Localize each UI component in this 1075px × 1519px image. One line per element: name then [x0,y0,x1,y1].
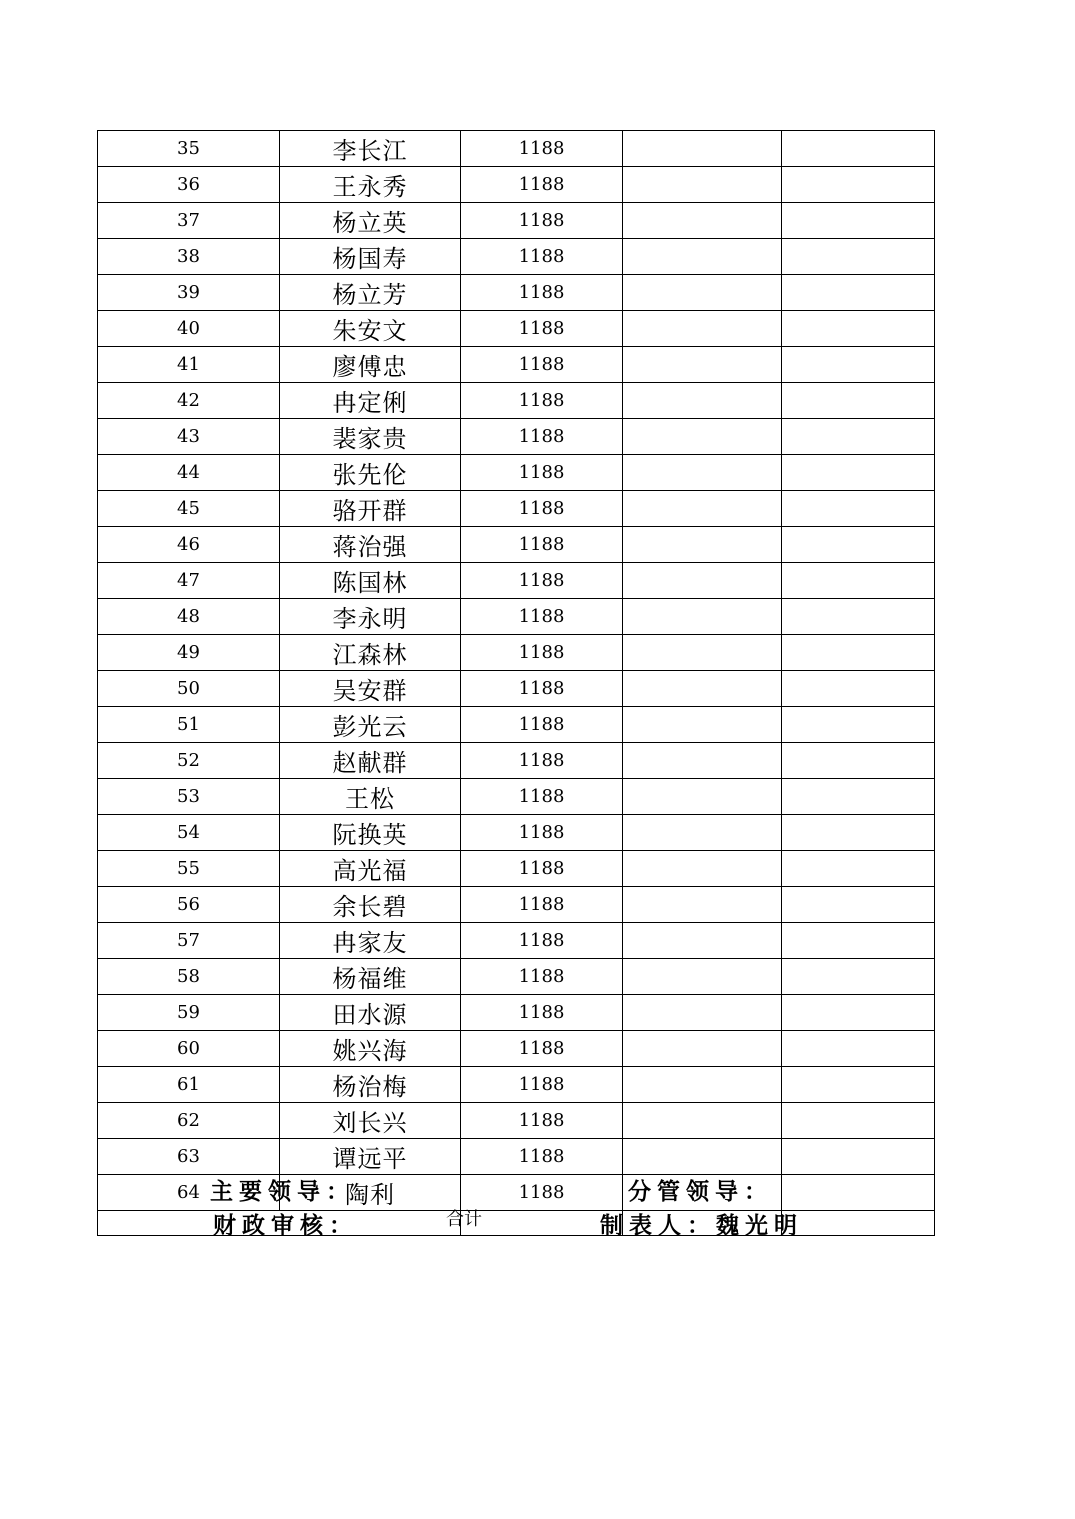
row-col5 [782,815,935,851]
table-row [98,419,935,455]
row-number: 40 [98,311,280,347]
row-number: 59 [98,995,280,1031]
row-col5 [782,383,935,419]
row-number: 61 [98,1067,280,1103]
row-col4 [623,419,782,455]
row-amount: 1188 [461,923,623,959]
row-number: 37 [98,203,280,239]
table-row [98,491,935,527]
row-name: 陶利 [280,1175,461,1211]
row-name: 陈国林 [280,563,461,599]
row-col5 [782,455,935,491]
table-row [98,671,935,707]
row-amount: 1188 [461,815,623,851]
main-leader-label: 主要领导： [210,1178,355,1205]
row-name: 江森林 [280,635,461,671]
row-col4 [623,455,782,491]
row-amount: 1188 [461,1139,623,1175]
row-col5 [782,347,935,383]
row-col4 [623,1139,782,1175]
row-col4 [623,995,782,1031]
row-name: 冉定俐 [280,383,461,419]
row-col4 [623,1103,782,1139]
row-name: 廖傅忠 [280,347,461,383]
row-name: 杨立芳 [280,275,461,311]
table-row [98,1103,935,1139]
row-number: 41 [98,347,280,383]
row-name: 彭光云 [280,707,461,743]
row-col4 [623,1067,782,1103]
total-label: 合计 [446,1209,482,1230]
row-col5 [782,1103,935,1139]
row-col4 [623,563,782,599]
table-row [98,239,935,275]
row-col4 [623,779,782,815]
row-col4 [623,347,782,383]
row-name: 余长碧 [280,887,461,923]
table-row [98,347,935,383]
row-number: 64 [98,1175,280,1211]
row-name: 姚兴海 [280,1031,461,1067]
table-row [98,887,935,923]
row-col4 [623,203,782,239]
table-row [98,923,935,959]
row-amount: 1188 [461,743,623,779]
row-name: 蒋治强 [280,527,461,563]
row-amount: 1188 [461,527,623,563]
row-name: 赵献群 [280,743,461,779]
table-row [98,311,935,347]
row-name: 冉家友 [280,923,461,959]
table-body [98,131,935,1211]
row-col5 [782,1067,935,1103]
row-col4 [623,491,782,527]
row-number: 60 [98,1031,280,1067]
table-row [98,563,935,599]
row-name: 高光福 [280,851,461,887]
table-row [98,851,935,887]
row-amount: 1188 [461,167,623,203]
total-col5-cell [782,1211,935,1236]
table-row [98,131,935,167]
row-col5 [782,635,935,671]
table-row [98,707,935,743]
row-amount: 1188 [461,1103,623,1139]
row-col5 [782,959,935,995]
row-number: 50 [98,671,280,707]
row-amount: 1188 [461,347,623,383]
table-row [98,1067,935,1103]
row-number: 45 [98,491,280,527]
table-row [98,743,935,779]
row-col5 [782,167,935,203]
row-amount: 1188 [461,779,623,815]
row-col5 [782,923,935,959]
row-col4 [623,1031,782,1067]
table-row [98,167,935,203]
row-amount: 1188 [461,1175,623,1211]
allowance-table [97,130,935,1236]
row-col5 [782,671,935,707]
row-name: 刘长兴 [280,1103,461,1139]
row-number: 39 [98,275,280,311]
row-amount: 1188 [461,311,623,347]
row-col5 [782,599,935,635]
row-number: 42 [98,383,280,419]
row-number: 48 [98,599,280,635]
table-row [98,203,935,239]
row-col5 [782,527,935,563]
row-name: 谭远平 [280,1139,461,1175]
total-amount-cell [461,1211,623,1236]
row-amount: 1188 [461,707,623,743]
row-number: 46 [98,527,280,563]
row-name: 杨立英 [280,203,461,239]
row-name: 王松 [280,779,461,815]
row-number: 47 [98,563,280,599]
row-amount: 1188 [461,1031,623,1067]
row-name: 朱安文 [280,311,461,347]
row-amount: 1188 [461,203,623,239]
row-amount: 1188 [461,851,623,887]
row-col4 [623,131,782,167]
deputy-leader-label: 分管领导： [628,1178,773,1205]
row-amount: 1188 [461,383,623,419]
row-col5 [782,419,935,455]
row-col4 [623,599,782,635]
row-col4 [623,707,782,743]
row-name: 骆开群 [280,491,461,527]
row-name: 阮换英 [280,815,461,851]
row-amount: 1188 [461,1067,623,1103]
row-name: 王永秀 [280,167,461,203]
row-number: 53 [98,779,280,815]
row-name: 杨福维 [280,959,461,995]
table-row [98,455,935,491]
row-col5 [782,1175,935,1211]
row-name: 田水源 [280,995,461,1031]
finance-review-label: 财政审核： [213,1212,358,1239]
row-col5 [782,491,935,527]
row-name: 杨国寿 [280,239,461,275]
row-number: 44 [98,455,280,491]
row-col5 [782,311,935,347]
table-row [98,815,935,851]
row-amount: 1188 [461,491,623,527]
row-number: 58 [98,959,280,995]
row-number: 63 [98,1139,280,1175]
row-col5 [782,887,935,923]
row-amount: 1188 [461,887,623,923]
row-amount: 1188 [461,563,623,599]
preparer-label: 制表人：魏光明 [600,1212,803,1239]
row-col4 [623,815,782,851]
row-amount: 1188 [461,995,623,1031]
row-amount: 1188 [461,671,623,707]
row-col4 [623,527,782,563]
row-name: 吴安群 [280,671,461,707]
row-name: 杨治梅 [280,1067,461,1103]
row-number: 36 [98,167,280,203]
row-number: 43 [98,419,280,455]
row-col5 [782,707,935,743]
row-amount: 1188 [461,131,623,167]
row-amount: 1188 [461,275,623,311]
row-number: 35 [98,131,280,167]
table-row [98,527,935,563]
row-name: 张先伦 [280,455,461,491]
row-number: 52 [98,743,280,779]
table-row [98,275,935,311]
row-number: 62 [98,1103,280,1139]
row-amount: 1188 [461,419,623,455]
row-col5 [782,995,935,1031]
row-col4 [623,923,782,959]
table-row [98,383,935,419]
row-col5 [782,239,935,275]
table-row [98,635,935,671]
row-number: 38 [98,239,280,275]
row-number: 54 [98,815,280,851]
table-row [98,1031,935,1067]
row-col4 [623,959,782,995]
row-col5 [782,851,935,887]
row-amount: 1188 [461,959,623,995]
row-col5 [782,779,935,815]
row-name: 李长江 [280,131,461,167]
row-col5 [782,1139,935,1175]
row-col4 [623,311,782,347]
row-col5 [782,563,935,599]
row-col4 [623,167,782,203]
row-col4 [623,239,782,275]
row-amount: 1188 [461,599,623,635]
row-number: 55 [98,851,280,887]
row-col5 [782,203,935,239]
row-number: 57 [98,923,280,959]
row-col5 [782,1031,935,1067]
row-col4 [623,671,782,707]
row-amount: 1188 [461,635,623,671]
row-amount: 1188 [461,239,623,275]
row-name: 李永明 [280,599,461,635]
table-row [98,599,935,635]
row-col5 [782,275,935,311]
table-row [98,959,935,995]
row-col4 [623,851,782,887]
row-col4 [623,383,782,419]
table-row [98,995,935,1031]
row-col4 [623,743,782,779]
row-number: 51 [98,707,280,743]
row-col4 [623,887,782,923]
row-col4 [623,275,782,311]
row-amount: 1188 [461,455,623,491]
table-row [98,779,935,815]
row-col4 [623,635,782,671]
row-name: 裴家贵 [280,419,461,455]
table-row [98,1139,935,1175]
row-col5 [782,743,935,779]
row-number: 56 [98,887,280,923]
row-col5 [782,131,935,167]
row-number: 49 [98,635,280,671]
